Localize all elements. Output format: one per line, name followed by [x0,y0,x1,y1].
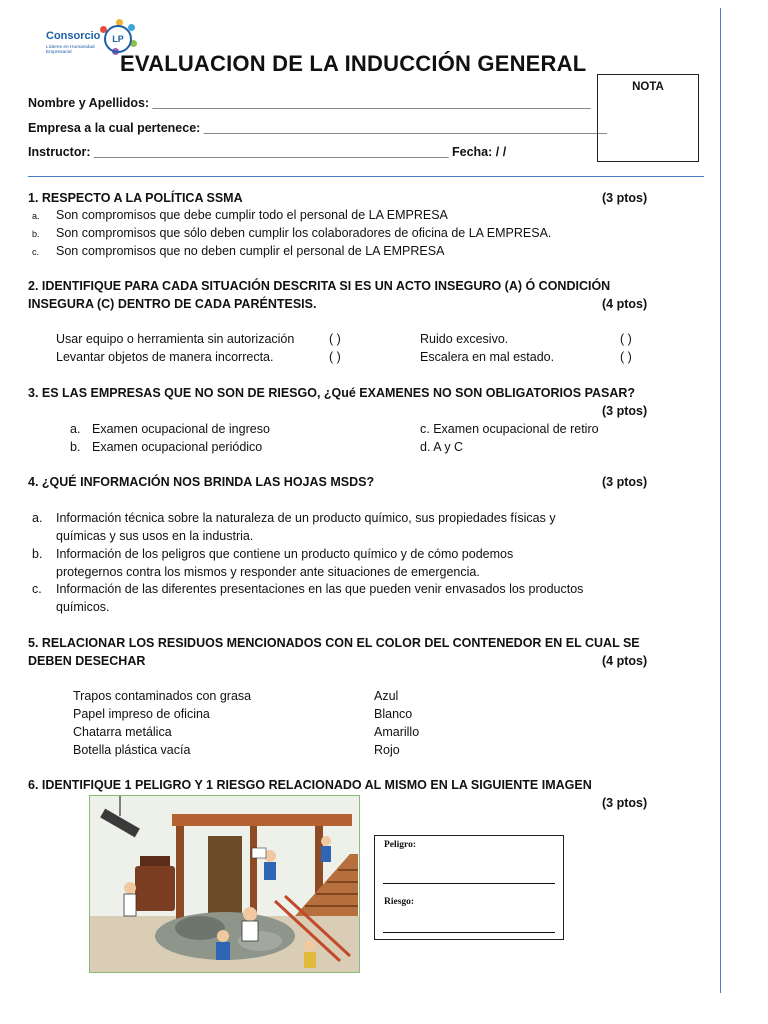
peligro-answer-line[interactable] [383,883,555,884]
q1-option-b[interactable]: Son compromisos que sólo deben cumplir los colaboradores de oficina de LA EMPRESA. [56,226,552,240]
q4-points: (3 ptos) [602,475,648,489]
q4-option-b-line1[interactable]: Información de los peligros que contiene un producto químico y de cómo podemos [56,547,514,561]
option-letter: a. [32,511,43,525]
option-letter: a. [32,211,40,221]
right-margin-line [720,8,721,993]
q2-heading-line2: INSEGURA (C) DENTRO DE CADA PARÉNTESIS. [28,297,317,311]
hazard-risk-answer-box[interactable] [374,835,564,940]
header-divider [28,176,704,177]
q5-heading-line1: 5. RELACIONAR LOS RESIDUOS MENCIONADOS CON EL COLOR DEL CONTENEDOR EN EL CUAL SE [28,636,640,650]
option-letter: c. [32,247,40,257]
q5-residue[interactable]: Chatarra metálica [73,725,172,739]
q5-color[interactable]: Amarillo [374,725,420,739]
q2-item-text: Usar equipo o herramienta sin autorización [56,332,295,346]
q5-residue[interactable]: Botella plástica vacía [73,743,191,757]
q4-option-c-line1[interactable]: Información de las diferentes presentaciones en las que pueden venir envasados los productos [56,582,584,596]
q5-residue[interactable]: Trapos contaminados con grasa [73,689,252,703]
q4-option-b-line2[interactable]: protegernos contra los mismos y responder ante situaciones de emergencia. [56,565,480,579]
q2-item-text: Levantar objetos de manera incorrecta. [56,350,274,364]
q1-heading: 1. RESPECTO A LA POLÍTICA SSMA [28,191,243,205]
q3-option-a[interactable]: Examen ocupacional de ingreso [92,422,270,436]
q5-color[interactable]: Rojo [374,743,400,757]
q3-heading: 3. ES LAS EMPRESAS QUE NO SON DE RIESGO, ¿Qué EXAMENES NO SON OBLIGATORIOS PASAR? [28,386,636,400]
q2-item-text: Escalera en mal estado. [420,350,555,364]
company-field-line[interactable]: Empresa a la cual pertenece: __________________________________________________________ [28,121,607,135]
riesgo-answer-line[interactable] [383,932,555,933]
q3-option-c[interactable]: c. Examen ocupacional de retiro [420,422,599,436]
q1-points: (3 ptos) [602,191,648,205]
q3-option-b[interactable]: Examen ocupacional periódico [92,440,263,454]
q6-heading: 6. IDENTIFIQUE 1 PELIGRO Y 1 RIESGO RELACIONADO AL MISMO EN LA SIGUIENTE IMAGEN [28,778,592,792]
q2-answer-blank[interactable]: ( ) [329,332,341,346]
q5-color[interactable]: Azul [374,689,399,703]
q6-points: (3 ptos) [602,796,648,810]
logo-tagline: Líderes en Humanidad Empresarial [46,45,95,56]
q2-points: (4 ptos) [602,297,648,311]
instructor-date-field-line[interactable]: Instructor: ___________________________________________________ Fecha: / / [28,145,507,159]
workshop-hazard-illustration [89,795,360,973]
option-letter: b. [70,440,81,454]
grade-label: NOTA [632,81,664,93]
q3-option-d[interactable]: d. A y C [420,440,464,454]
name-field-line[interactable]: Nombre y Apellidos: _______________________________________________________________ [28,96,591,110]
q5-color[interactable]: Blanco [374,707,413,721]
q1-option-a[interactable]: Son compromisos que debe cumplir todo el personal de LA EMPRESA [56,208,448,222]
page-title: EVALUACION DE LA INDUCCIÓN GENERAL [120,51,587,76]
option-letter: b. [32,229,40,239]
q4-heading: 4. ¿QUÉ INFORMACIÓN NOS BRINDA LAS HOJAS MSDS? [28,475,375,489]
q4-option-c-line2[interactable]: químicos. [56,600,110,614]
q2-answer-blank[interactable]: ( ) [620,350,632,364]
option-letter: c. [32,582,42,596]
peligro-label: Peligro: [384,840,417,850]
q1-option-c[interactable]: Son compromisos que no deben cumplir el personal de LA EMPRESA [56,244,445,258]
q2-answer-blank[interactable]: ( ) [620,332,632,346]
q4-option-a-line2[interactable]: químicas y sus usos en la industria. [56,529,254,543]
q2-answer-blank[interactable]: ( ) [329,350,341,364]
option-letter: a. [70,422,81,436]
riesgo-label: Riesgo: [384,897,415,907]
workshop-scene-drawing [90,796,359,972]
logo-name: Consorcio [46,30,101,42]
logo-badge: LP [104,25,132,53]
q5-heading-line2: DEBEN DESECHAR [28,654,146,668]
q4-option-a-line1[interactable]: Información técnica sobre la naturaleza de un producto químico, sus propiedades físicas y [56,511,556,525]
q3-points: (3 ptos) [602,404,648,418]
option-letter: b. [32,547,43,561]
q5-residue[interactable]: Papel impreso de oficina [73,707,210,721]
grade-box[interactable] [597,74,699,162]
q5-points: (4 ptos) [602,654,648,668]
q2-heading-line1: 2. IDENTIFIQUE PARA CADA SITUACIÓN DESCRITA SI ES UN ACTO INSEGURO (A) Ó CONDICIÓN [28,279,611,293]
q2-item-text: Ruido excesivo. [420,332,509,346]
